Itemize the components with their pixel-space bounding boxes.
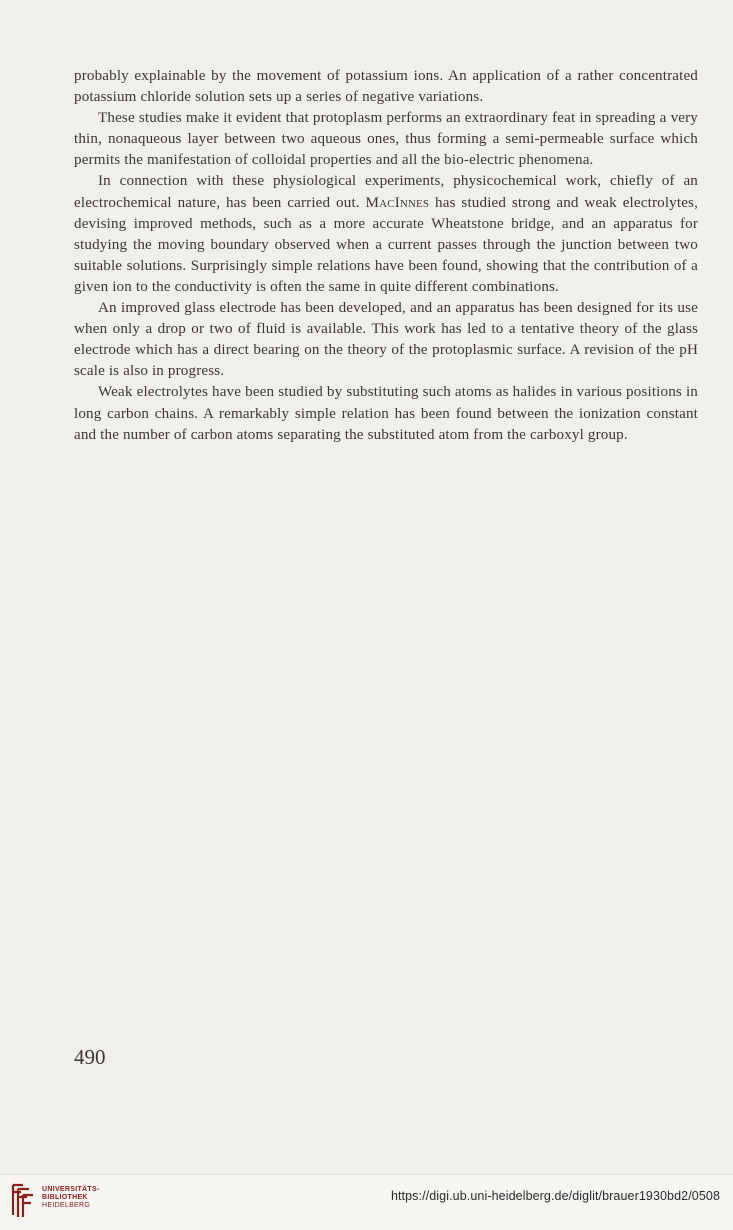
paragraph-3 (74, 171, 698, 298)
heidelberg-library-logo-icon (9, 1183, 35, 1219)
body-text (74, 66, 698, 446)
paragraph-3-start: In connection with these physiological experiments, physicochemical work, chiefly of an electrochemical nature, has been carried out. (74, 173, 698, 211)
library-name-line1: UNIVERSITÄTS- (42, 1186, 100, 1193)
footer-bar (0, 1174, 733, 1230)
paragraph-1: probably explainable by the movement of potassium ions. An application of a rather concentrated potassium chloride solution sets up a series of negative variations. (74, 68, 698, 106)
paragraph-3-end: has studied strong and weak electrolytes, devising improved methods, such as a more accurate Wheatstone bridge, and an apparatus for studying the moving boundary observed when a current passes through the junction between two suitable solutions. Surprisingly simple relations have been found, showing that the contribution of a given ion to the conductivity is often the same in quite different combinations. (74, 194, 698, 295)
library-name-line2: BIBLIOTHEK (42, 1194, 88, 1201)
paragraph-2: These studies make it evident that protoplasm performs an extraordinary feat in spreading a very thin, nonaqueous layer between two aqueous ones, thus forming a semi-permeable surface which permits the manifestation of colloidal properties and all the bio-electric phenomena. (74, 110, 698, 169)
permalink-url[interactable]: https://digi.ub.uni-heidelberg.de/diglit/brauer1930bd2/0508 (390, 1189, 720, 1203)
library-name (42, 1186, 100, 1210)
library-name-line3: HEIDELBERG (42, 1202, 91, 1209)
paragraph-5: Weak electrolytes have been studied by substituting such atoms as halides in various positions in long carbon chains. A remarkably simple relation has been found between the ionization constant and the number of carbon atoms separating the substituted atom from the carboxyl group. (74, 384, 698, 443)
author-name-macinnes: MacInnes (365, 194, 430, 211)
page-number: 490 (74, 1045, 106, 1069)
paragraph-4: An improved glass electrode has been developed, and an apparatus has been designed for its use when only a drop or two of fluid is available. This work has led to a tentative theory of the glass electrode which has a direct bearing on the theory of the protoplasmic surface. A revision of the pH scale is also in progress. (74, 300, 698, 380)
